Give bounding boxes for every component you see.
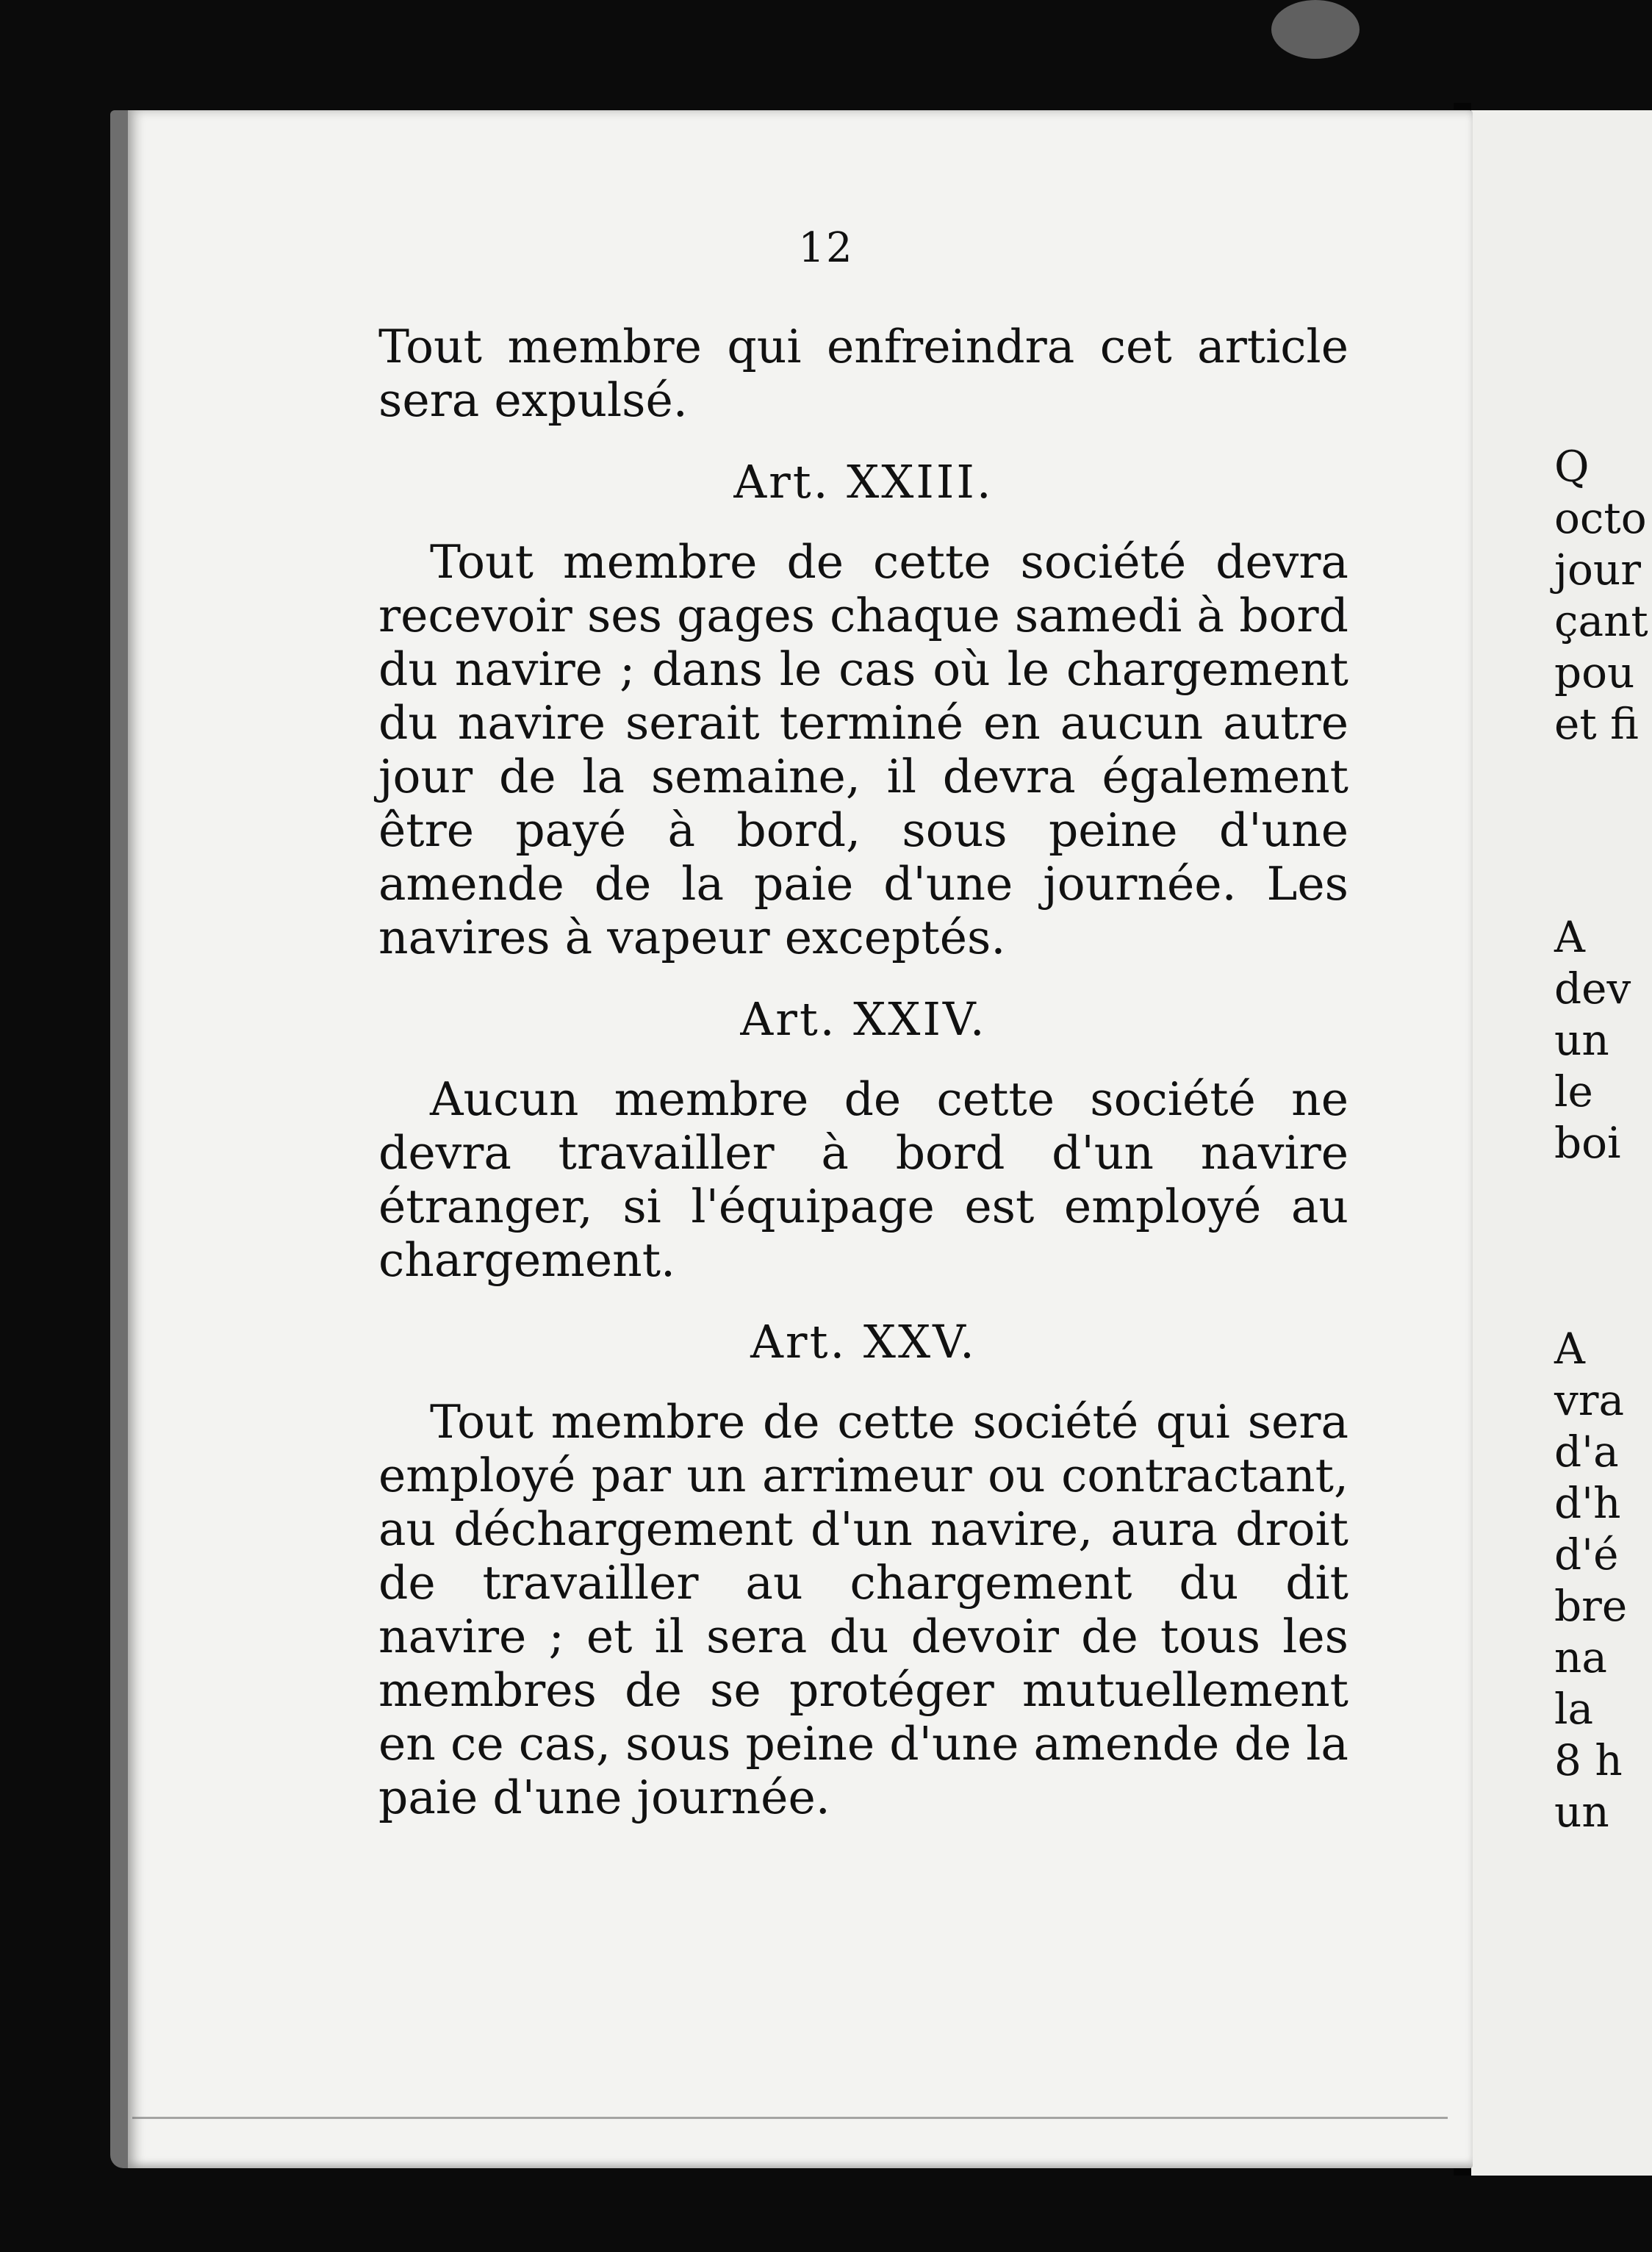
fragment-line: boi xyxy=(1554,1118,1621,1168)
fragment-line: un xyxy=(1554,1787,1609,1837)
fragment-line: la xyxy=(1554,1684,1594,1734)
article-heading: Art. XXV. xyxy=(750,1315,977,1369)
fragment-line: A xyxy=(1554,1324,1585,1374)
fragment-line: vra xyxy=(1554,1375,1625,1425)
paragraph: Aucun membre de cette société ne devra travailler à bord d'un navire étranger, si l'équipage est employé au chargement. xyxy=(378,1072,1348,1287)
paragraph: Tout membre de cette société devra recevoir ses gages chaque samedi à bord du navire ; dans le cas où le chargement du navire serait terminé en aucun autre jour de la semaine, il devra également être payé à bord, sous peine d'une amende de la paie d'une journée. Les navires à vapeur exceptés. xyxy=(378,535,1348,964)
fragment-line: 8 h xyxy=(1554,1735,1623,1785)
fragment-line: çant xyxy=(1554,596,1648,646)
fragment-line: le xyxy=(1554,1066,1593,1116)
facing-page-fragment-2 xyxy=(1554,911,1652,1169)
fragment-line: A xyxy=(1554,912,1585,962)
page-number: 12 xyxy=(798,224,854,272)
facing-page-fragment-1 xyxy=(1554,441,1652,750)
paragraph: Tout membre de cette société qui sera employé par un arrimeur ou contractant, au déchargement d'un navire, aura droit de travailler au chargement du dit navire ; et il sera du devoir de tous les membres de se protéger mutuellement en ce cas, sous peine d'une amende de la paie d'une journée. xyxy=(378,1395,1348,1824)
fragment-line: octo xyxy=(1554,493,1647,543)
fragment-line: et fi xyxy=(1554,699,1639,749)
fragment-line: d'a xyxy=(1554,1427,1619,1477)
fragment-line: dev xyxy=(1554,964,1631,1014)
article-heading: Art. XXIV. xyxy=(740,992,987,1046)
paragraph: Tout membre qui enfreindra cet article sera expulsé. xyxy=(378,320,1348,427)
fragment-line: un xyxy=(1554,1015,1609,1065)
page-edge xyxy=(132,2117,1448,2163)
fragment-line: Q xyxy=(1554,442,1590,492)
fragment-line: na xyxy=(1554,1632,1607,1682)
fragment-line: pou xyxy=(1554,648,1635,698)
article-heading: Art. XXIII. xyxy=(733,455,994,509)
fragment-line: d'h xyxy=(1554,1478,1621,1528)
fragment-line: jour xyxy=(1554,545,1641,595)
fragment-line: d'é xyxy=(1554,1530,1619,1579)
facing-page-fragment-3 xyxy=(1554,1323,1652,1837)
page-body xyxy=(378,320,1348,1824)
fragment-line: bre xyxy=(1554,1581,1628,1631)
